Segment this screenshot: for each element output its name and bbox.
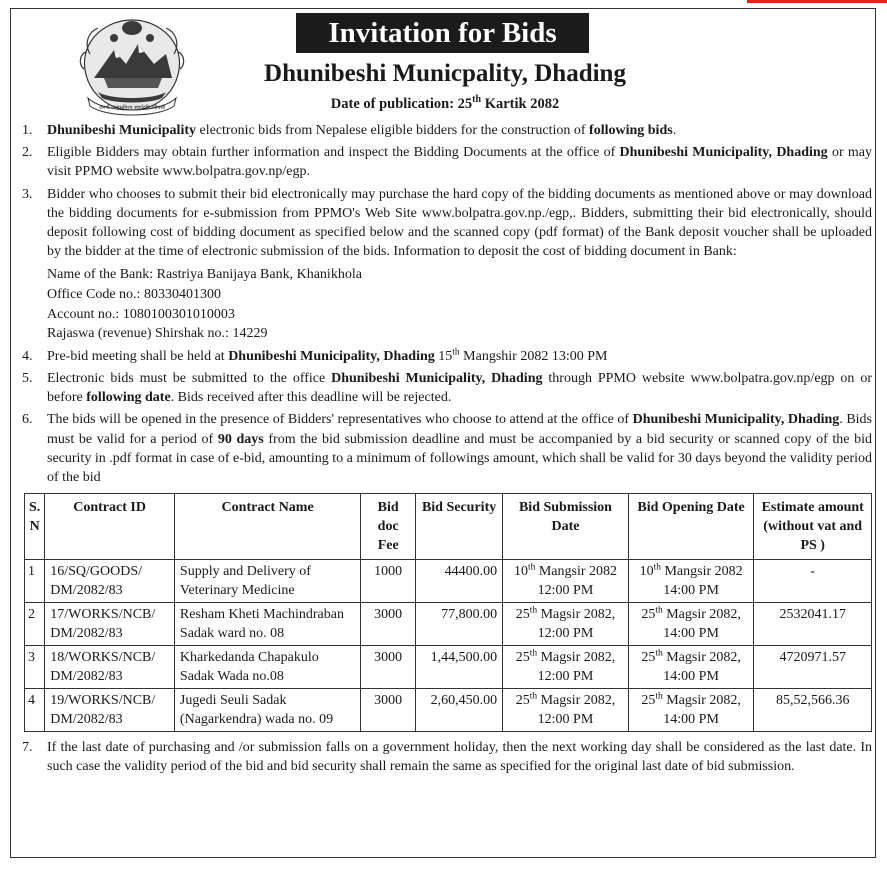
table-header-row xyxy=(25,494,872,560)
list-item: 4. Pre-bid meeting shall be held at Dhunibeshi Municipality, Dhading 15th Mangshir 2082 13:00 PM xyxy=(22,347,608,364)
table-row: 4 19/WORKS/NCB/ DM/2082/83 Jugedi Seuli Sadak (Nagarkendra) wada no. 09 3000 2,60,450.00 25th Magsir 2082, 12:00 PM 25th Magsir 2082, 14:00 PM 85,52,566.36 xyxy=(25,689,872,732)
organization-name: Dhunibeshi Municpality, Dhading xyxy=(264,60,626,87)
header-contract-name: Contract Name xyxy=(174,494,360,560)
nepal-emblem-icon xyxy=(74,14,190,116)
header-estimate: Estimate amount (without vat and PS ) xyxy=(754,494,872,560)
header-sn: S. N xyxy=(25,494,45,560)
notice-body xyxy=(16,121,872,780)
header-contract-id: Contract ID xyxy=(45,494,175,560)
table-row: 1 16/SQ/GOODS/ DM/2082/83 Supply and Delivery of Veterinary Medicine 1000 44400.00 10th Mangsir 2082 12:00 PM 10th Mangsir 2082 14:00 PM - xyxy=(25,560,872,603)
list-item: 5. Electronic bids must be submitted to the office Dhunibeshi Municipality, Dhading through PPMO website www.bolpatra.gov.np/egp on or before following date. Bids received after this deadline will be rejected. xyxy=(22,371,872,406)
header-submission: Bid Submission Date xyxy=(503,494,629,560)
list-item: 6. The bids will be opened in the presence of Bidders' representatives who choose to attend at the office of Dhunibeshi Municipality, Dhading. Bids must be valid for a period of 90 days from the bid submission deadline and must be accompanied by a bid security or scanned copy of the bid security in .pdf format in case of e-bid, amounting to a minimum of followings amount, which shall be valid for 30 days beyond the validity period of the bid xyxy=(22,412,873,486)
header-fee: Bid doc Fee xyxy=(361,494,416,560)
list-item: 7. If the last date of purchasing and /or submission falls on a government holiday, then the next working day shall be considered as the last date. In such case the validity period of the bid and bid security shall remain the same as specified for the original last date of bid submission. xyxy=(22,740,872,775)
svg-text:जननी जन्मभूमिश्च स्वर्गादपि गर: जननी जन्मभूमिश्च स्वर्गादपि गरीयसी xyxy=(98,105,166,111)
header-opening: Bid Opening Date xyxy=(628,494,754,560)
bank-details: Name of the Bank: Rastriya Banijaya Bank, Khanikhola Office Code no.: 80330401300 Account no.: 1080100301010003 Rajaswa (revenue) Shirshak no.: 14229 xyxy=(47,267,362,342)
bids-table xyxy=(24,493,872,732)
header-security: Bid Security xyxy=(416,494,503,560)
list-item: 3. Bidder who chooses to submit their bid electronically may purchase the hard copy of the bidding documents as mentioned above or may download the bidding documents for e-submission from PPMO's Web Site www.bolpatra.gov.np./egp,. Bidders, submitting their bid electronically, should deposit following cost of bidding document as specified below and the scanned copy (pdf format) of the Bank deposit voucher shall be uploaded by the bidder at the time of electronic submission of the bids. Information to deposit the cost of bidding document in Bank: Name of the Bank: Rastriya Banijaya Bank, Khanikhola Office Code no.: 80330401300 Account no.: 1080100301010003 Rajaswa (revenue) Shirshak no.: 14229 xyxy=(16,185,872,344)
publication-date: Date of publication: 25th Kartik 2082 xyxy=(330,94,560,112)
page-title: Invitation for Bids xyxy=(296,13,589,53)
list-item: 1. Dhunibeshi Municipality electronic bids from Nepalese eligible bidders for the construction of following bids. xyxy=(22,123,677,138)
table-row: 2 17/WORKS/NCB/ DM/2082/83 Resham Kheti Machindraban Sadak ward no. 08 3000 77,800.00 25th Magsir 2082, 12:00 PM 25th Magsir 2082, 14:00 PM 2532041.17 xyxy=(25,603,872,646)
accent-bar xyxy=(747,0,887,3)
table-row: 3 18/WORKS/NCB/ DM/2082/83 Kharkedanda Chapakulo Sadak Wada no.08 3000 1,44,500.00 25th Magsir 2082, 12:00 PM 25th Magsir 2082, 14:00 PM 4720971.57 xyxy=(25,646,872,689)
list-item: 2. Eligible Bidders may obtain further information and inspect the Bidding Documents at the office of Dhunibeshi Municipality, Dhading or may visit PPMO website www.bolpatra.gov.np/egp. xyxy=(22,145,873,180)
